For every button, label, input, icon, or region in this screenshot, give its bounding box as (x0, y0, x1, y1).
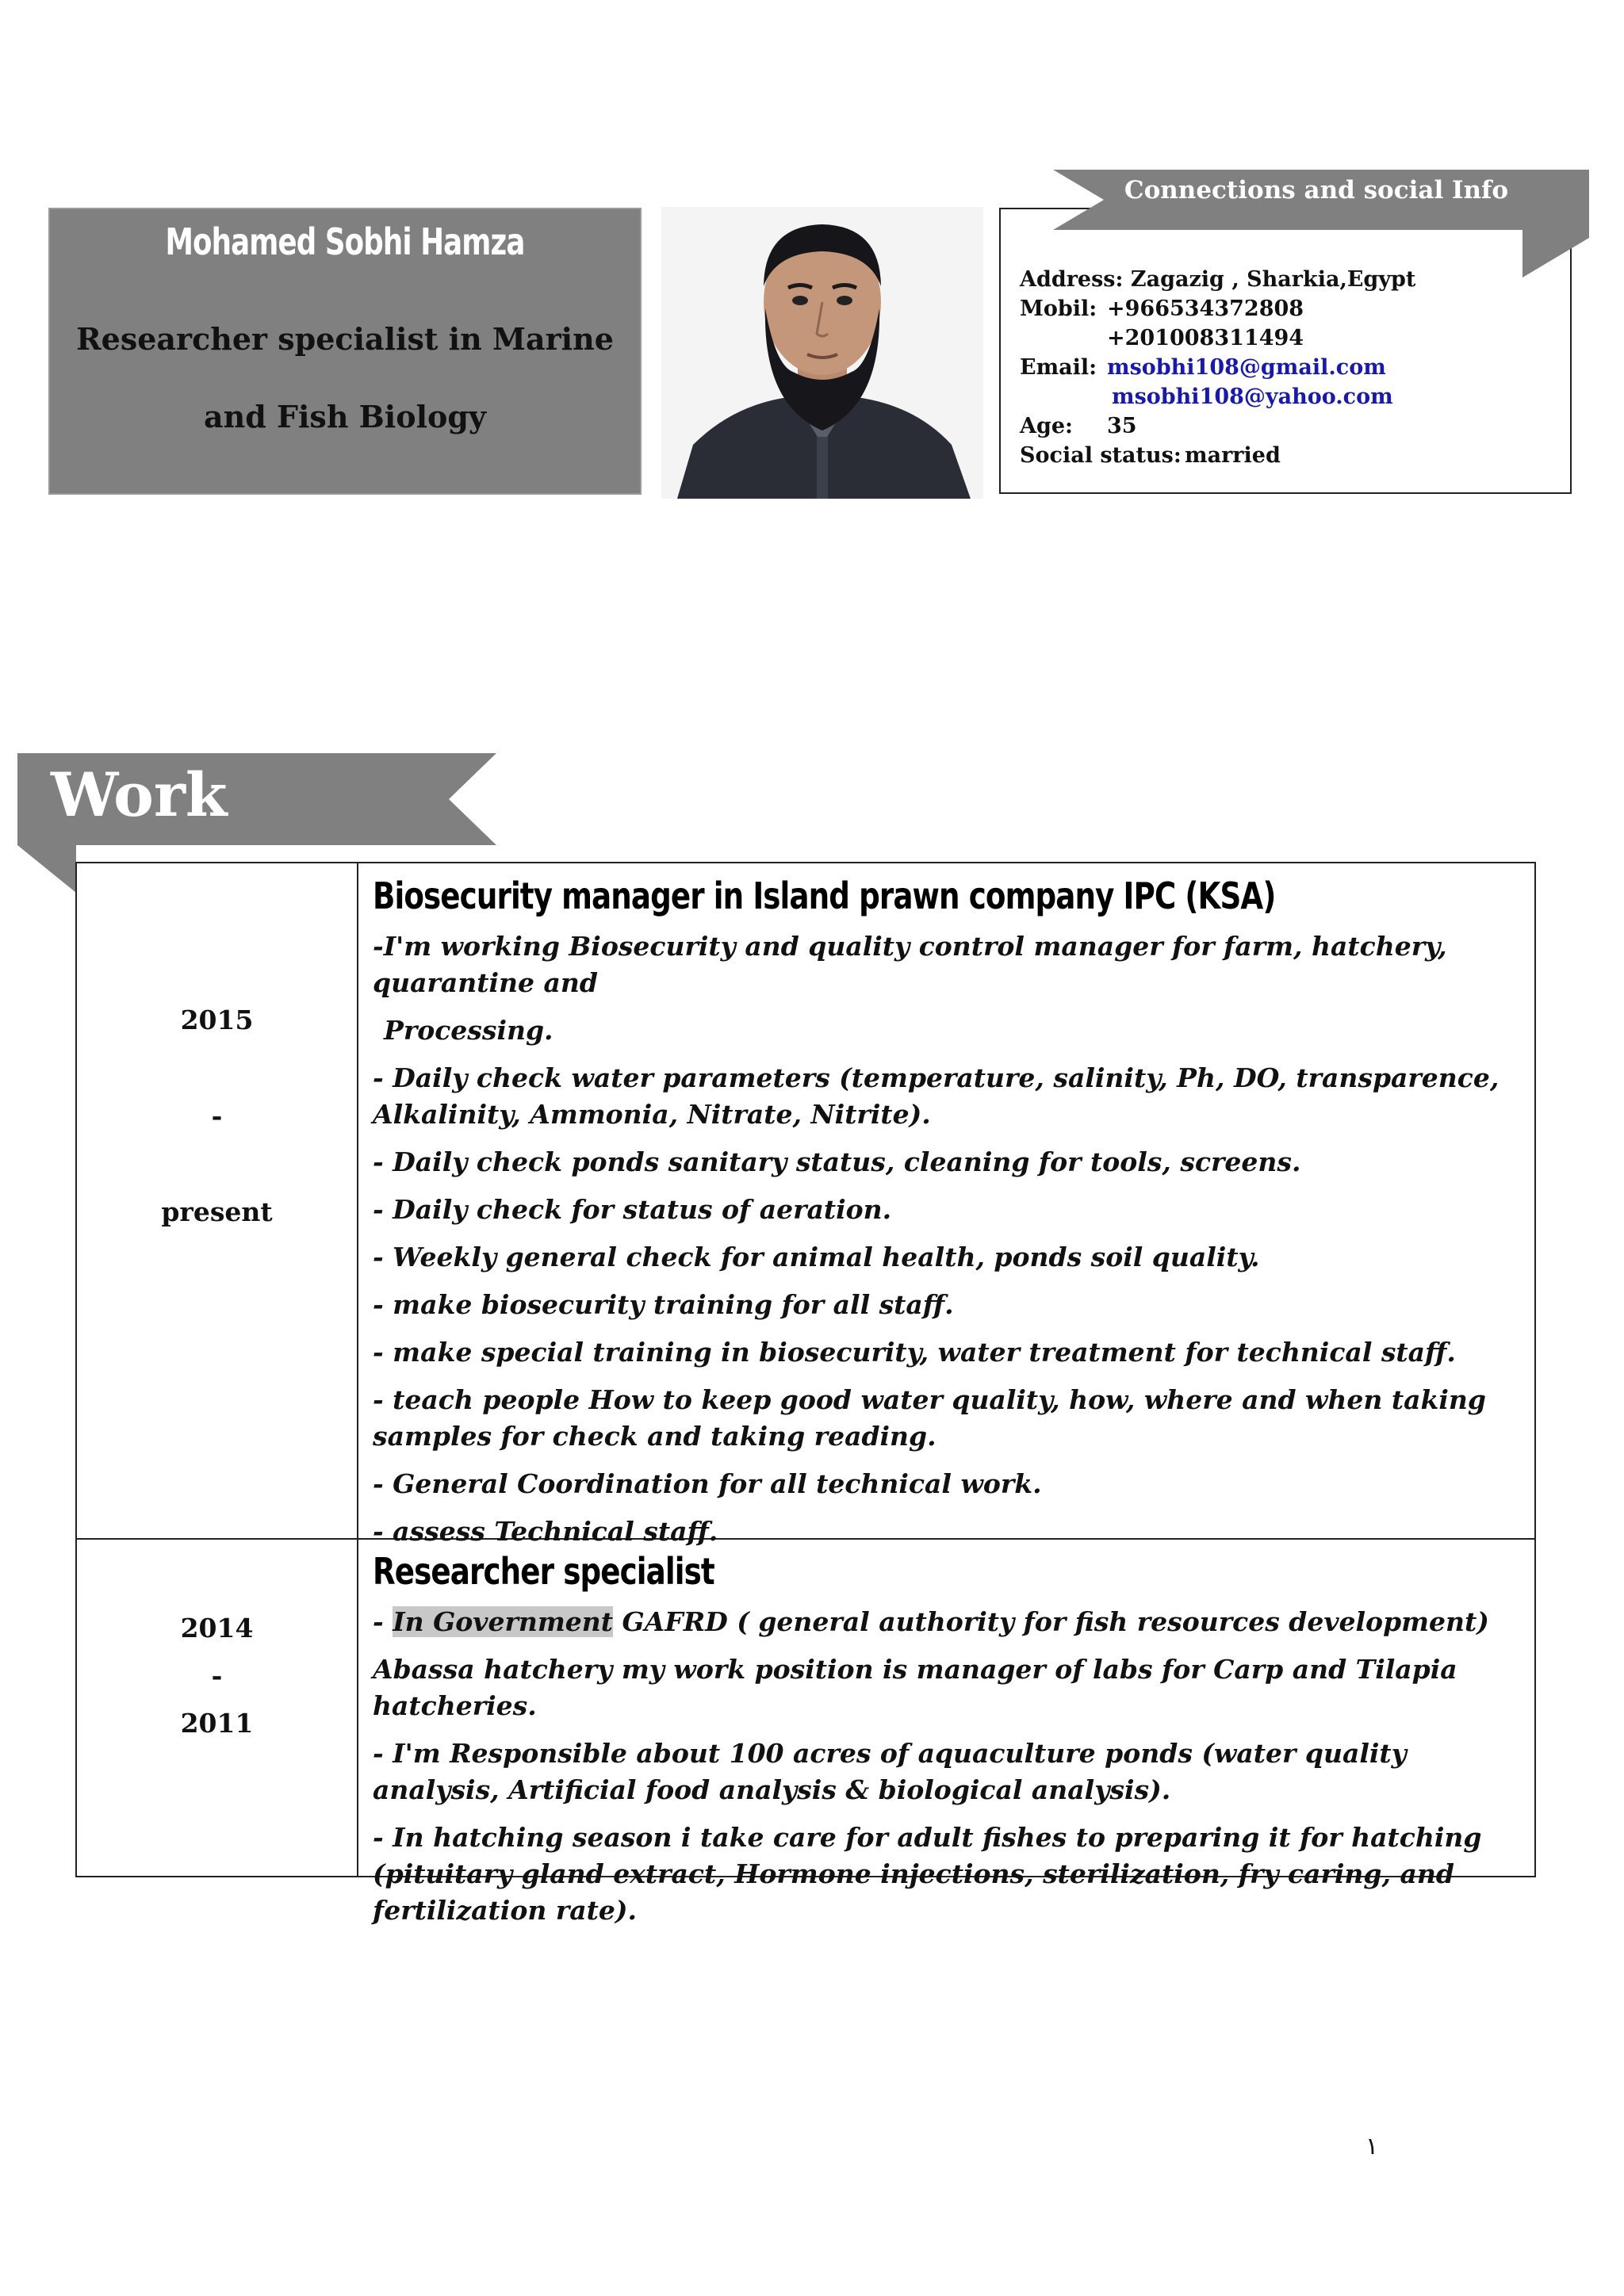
work-table (75, 862, 1536, 1926)
mobile-value-1: +966534372808 (1107, 297, 1304, 321)
social-status-label: Social status: (1020, 443, 1182, 468)
age-row (1020, 411, 1415, 441)
highlighted-text: In Government (393, 1606, 613, 1637)
job-1-bullet: - Weekly general check for animal health, ponds soil quality. (373, 1242, 1260, 1272)
column-divider (357, 863, 358, 1876)
job-1-dates (77, 1002, 357, 1290)
job-1 (373, 874, 1522, 1561)
section-title-work: Work (51, 760, 228, 830)
address-value: Zagazig , Sharkia,Egypt (1130, 267, 1416, 292)
role-line-1: Researcher specialist in Marine (76, 321, 614, 357)
job-1-date-sep: - (211, 1100, 223, 1131)
job-2-bullet: Abassa hatchery my work position is manager of labs for Carp and Tilapia hatcheries. (373, 1654, 1457, 1721)
job-1-bullet: - Daily check for status of aeration. (373, 1194, 892, 1225)
job-2-bullet: - I'm Responsible about 100 acres of aquaculture ponds (water quality analysis, Artificial food analysis & biological analysis). (373, 1738, 1407, 1805)
name-banner (48, 208, 642, 495)
job-1-bullet: -I'm working Biosecurity and quality control manager for farm, hatchery, quarantine and (373, 931, 1447, 998)
email-link-2[interactable]: msobhi108@yahoo.com (1112, 385, 1393, 409)
mobile-value-2: +201008311494 (1107, 326, 1304, 350)
job-1-date-end: present (161, 1196, 273, 1227)
age-label: Age: (1020, 414, 1073, 438)
email-label: Email: (1020, 355, 1097, 380)
bullet-rest: GAFRD ( general authority for fish resources development) (613, 1606, 1489, 1637)
job-1-bullet: - make biosecurity training for all staff. (373, 1289, 954, 1320)
social-status-row (1020, 441, 1415, 470)
job-1-bullet: - teach people How to keep good water quality, how, where and when taking samples for check and taking reading. (373, 1384, 1486, 1452)
job-2-dates (77, 1610, 357, 1753)
job-2-date-start: 2014 (180, 1613, 254, 1644)
job-1-bullet: - Daily check ponds sanitary status, cleaning for tools, screens. (373, 1146, 1301, 1177)
job-1-title: Biosecurity manager in Island prawn company IPC (KSA) (373, 874, 1276, 917)
contact-details (1020, 265, 1415, 470)
job-2-title: Researcher specialist (373, 1550, 714, 1593)
job-2 (373, 1550, 1522, 1940)
profile-photo (661, 207, 983, 499)
role-line-2: and Fish Biology (203, 399, 487, 434)
address-row (1020, 265, 1415, 294)
job-2-bullet: - In hatching season i take care for adult fishes to preparing it for hatching (pituitary gland extract, Hormone injections, sterilization, fry caring, and fertilization rate). (373, 1822, 1482, 1926)
person-role (50, 300, 640, 456)
job-2-date-end: 2011 (180, 1708, 254, 1739)
mobile-row (1020, 294, 1415, 323)
contact-title: Connections and social Info (1124, 176, 1509, 205)
email-link-1[interactable]: msobhi108@gmail.com (1107, 355, 1386, 380)
job-1-bullet: - assess Technical staff. (373, 1516, 718, 1547)
email-row-2 (1020, 382, 1415, 411)
mobile-label: Mobil: (1020, 297, 1097, 321)
job-1-bullet: - General Coordination for all technical work. (373, 1468, 1042, 1499)
mobile-row-2 (1020, 323, 1415, 353)
address-label: Address: (1020, 267, 1124, 292)
job-1-bullet: - make special training in biosecurity, water treatment for technical staff. (373, 1337, 1456, 1368)
job-2-date-sep: - (211, 1660, 223, 1691)
email-row (1020, 353, 1415, 382)
person-name: Mohamed Sobhi Hamza (165, 220, 525, 263)
job-2-bullet-employer (373, 1604, 1522, 1640)
page-number: ١ (1365, 2133, 1379, 2160)
social-status-value: married (1185, 443, 1281, 468)
job-1-bullet: Processing. (384, 1015, 553, 1046)
job-1-date-start: 2015 (180, 1004, 254, 1035)
age-value: 35 (1107, 414, 1137, 438)
job-1-bullet: - Daily check water parameters (temperature, salinity, Ph, DO, transparence, Alkalinity, Ammonia, Nitrate, Nitrite). (373, 1062, 1500, 1130)
bullet-prefix: - (373, 1606, 393, 1637)
